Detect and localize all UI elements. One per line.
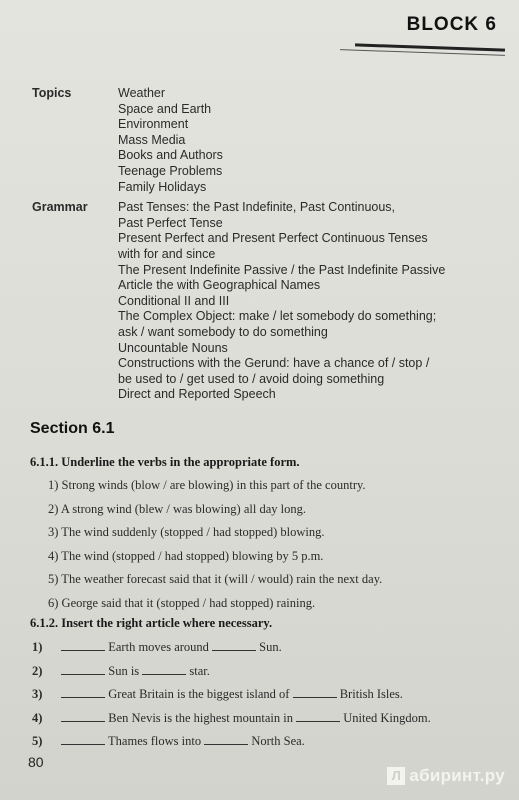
answer-blank[interactable] xyxy=(61,710,105,722)
topic-item: Space and Earth xyxy=(118,101,212,116)
article-exercise-list xyxy=(32,636,502,754)
topic-item: Books and Authors xyxy=(118,148,223,163)
answer-blank[interactable] xyxy=(61,639,105,651)
item-number: 1) xyxy=(32,640,43,654)
grammar-item: Direct and Reported Speech xyxy=(118,387,276,402)
item-text: Thames flows into xyxy=(108,734,202,748)
exercise-item: 1) Strong winds (blow / are blowing) in this part of the country. xyxy=(48,478,366,492)
logo-text: абиринт.ру xyxy=(409,766,505,785)
grammar-item: Present Perfect and Present Perfect Continuous Tenses xyxy=(118,231,428,246)
topics-list xyxy=(118,86,492,195)
grammar-item: Past Tenses: the Past Indefinite, Past Continuous, xyxy=(118,200,396,215)
exercise-list xyxy=(48,474,382,615)
answer-blank[interactable] xyxy=(296,710,340,722)
grammar-item: be used to / get used to / avoid doing something xyxy=(118,371,385,386)
item-text: Ben Nevis is the highest mountain in xyxy=(108,710,293,725)
topic-item: Teenage Problems xyxy=(118,163,223,178)
block-title: BLOCK 6 xyxy=(406,14,497,35)
section-title: Section 6.1 xyxy=(30,420,115,437)
grammar-item: Conditional II and III xyxy=(118,293,230,308)
article-item xyxy=(32,660,502,684)
exercise-item: 2) A strong wind (blew / was blowing) all day long. xyxy=(48,501,306,516)
article-item xyxy=(32,707,502,731)
grammar-item: The Complex Object: make / let somebody do something; xyxy=(118,309,437,324)
page-number: 80 xyxy=(28,754,44,770)
topic-item: Weather xyxy=(118,86,166,100)
exercise-heading: 6.1.1. Underline the verbs in the appropriate form. xyxy=(30,455,300,469)
item-text: North Sea. xyxy=(251,734,305,748)
article-item xyxy=(32,636,502,660)
grammar-item: Article the with Geographical Names xyxy=(118,278,321,293)
grammar-item: Past Perfect Tense xyxy=(118,215,223,230)
answer-blank[interactable] xyxy=(204,733,248,745)
answer-blank[interactable] xyxy=(61,686,105,698)
topic-item: Environment xyxy=(118,117,189,132)
exercise-item: 6) George said that it (stopped / had stopped) raining. xyxy=(48,595,316,610)
article-item xyxy=(32,730,502,754)
grammar-row xyxy=(32,200,492,403)
topic-item: Family Holidays xyxy=(118,179,207,194)
item-text: British Isles. xyxy=(339,687,403,701)
answer-blank[interactable] xyxy=(142,663,186,675)
block-overview xyxy=(32,86,492,403)
grammar-item: The Present Indefinite Passive / the Past Indefinite Passive xyxy=(118,262,446,277)
topic-item: Mass Media xyxy=(118,132,186,147)
grammar-item: with for and since xyxy=(118,246,216,261)
item-number: 3) xyxy=(32,687,43,701)
item-text: Sun. xyxy=(259,640,282,654)
item-number: 2) xyxy=(32,663,43,678)
grammar-item: ask / want somebody to do something xyxy=(118,324,328,339)
topics-label: Topics xyxy=(32,86,72,100)
exercise-item: 4) The wind (stopped / had stopped) blowing by 5 p.m. xyxy=(48,548,324,563)
item-text: Sun is xyxy=(108,663,140,678)
exercise-item: 5) The weather forecast said that it (will / would) rain the next day. xyxy=(48,572,383,586)
watermark-logo xyxy=(387,766,505,786)
answer-blank[interactable] xyxy=(293,686,337,698)
item-text: Earth moves around xyxy=(108,640,209,654)
answer-blank[interactable] xyxy=(212,639,256,651)
answer-blank[interactable] xyxy=(61,733,105,745)
item-text: United Kingdom. xyxy=(343,710,431,725)
item-text: Great Britain is the biggest island of xyxy=(108,687,290,701)
grammar-list xyxy=(118,200,492,403)
item-number: 5) xyxy=(32,734,43,748)
grammar-item: Constructions with the Gerund: have a chance of / stop / xyxy=(118,356,430,371)
item-number: 4) xyxy=(32,710,43,725)
logo-mark-icon: Л xyxy=(387,767,405,785)
article-item xyxy=(32,683,502,707)
topics-row xyxy=(32,86,492,195)
exercise-item: 3) The wind suddenly (stopped / had stopped) blowing. xyxy=(48,525,325,539)
grammar-label: Grammar xyxy=(32,200,88,215)
item-text: star. xyxy=(189,663,210,678)
grammar-item: Uncountable Nouns xyxy=(118,340,228,355)
exercise-heading: 6.1.2. Insert the right article where necessary. xyxy=(30,616,273,630)
answer-blank[interactable] xyxy=(61,663,105,675)
